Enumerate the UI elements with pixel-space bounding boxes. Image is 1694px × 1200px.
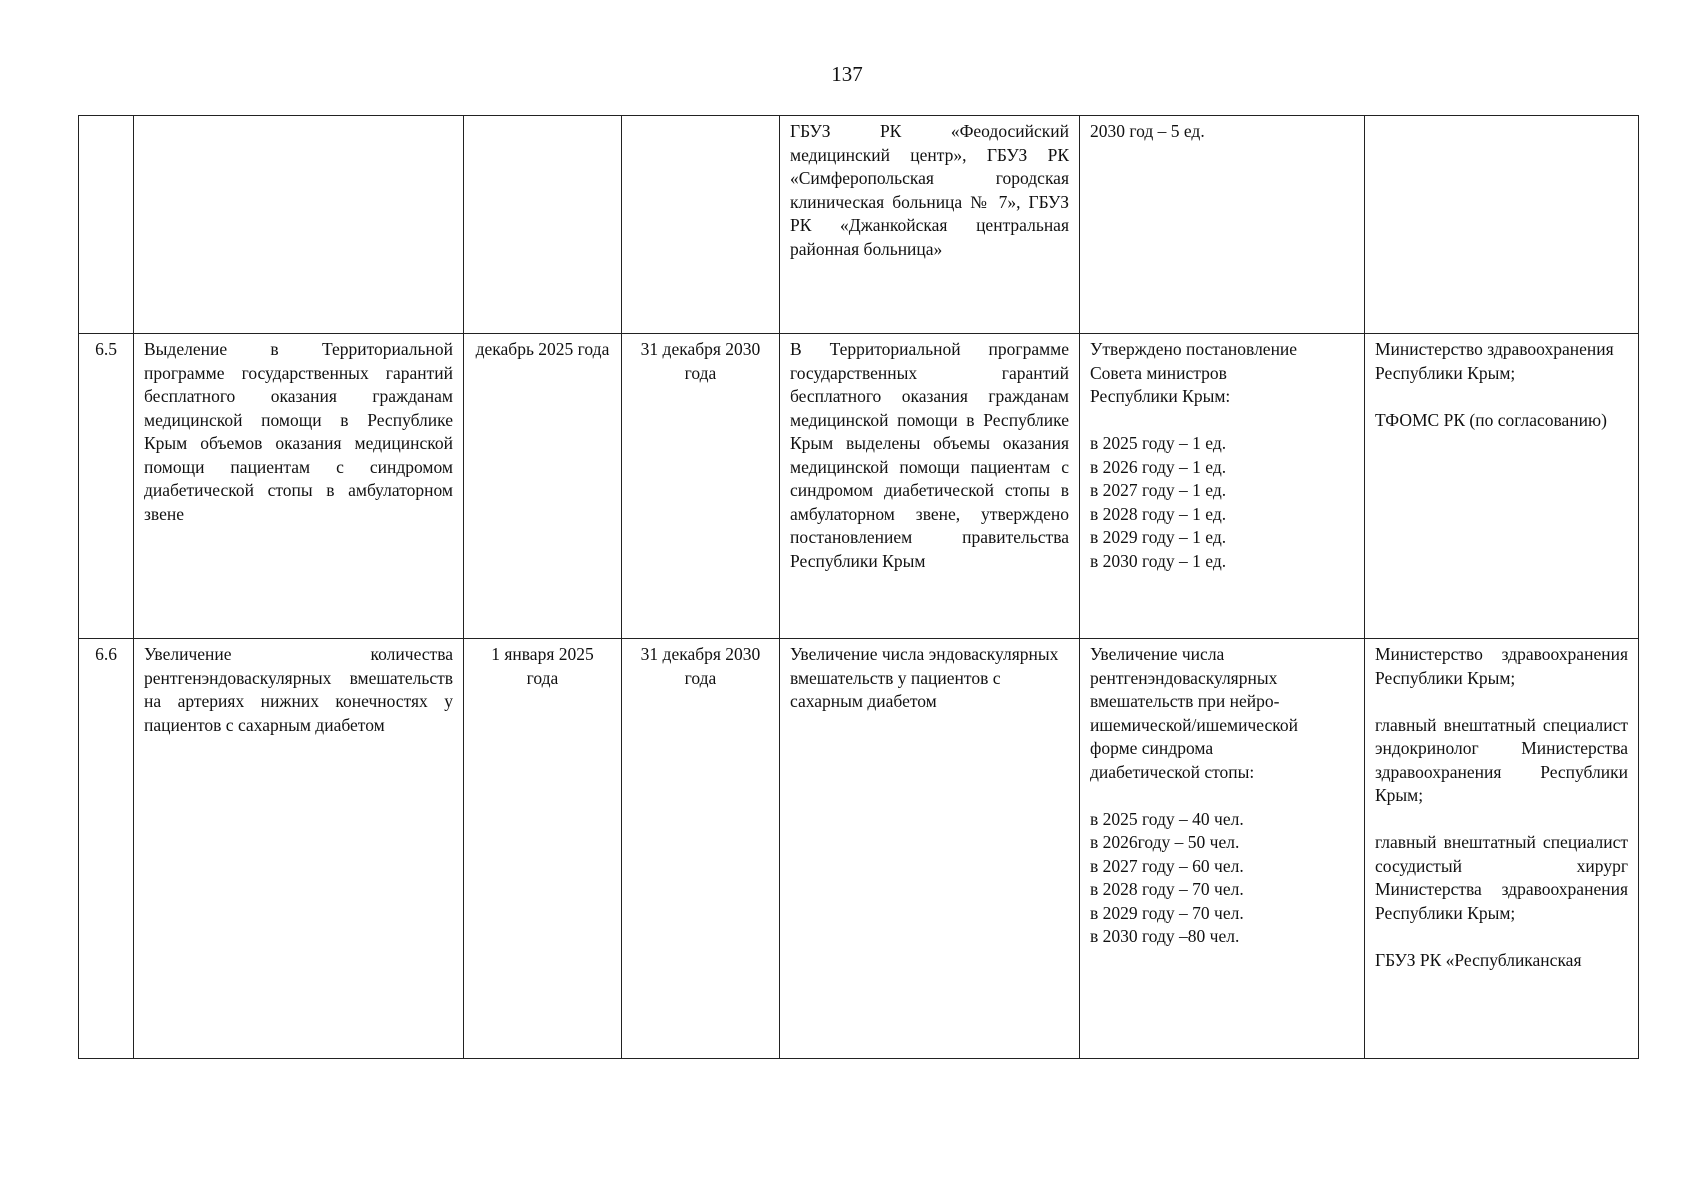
indicator-cell	[1080, 639, 1365, 1059]
indicator-line: Утверждено постановление	[1090, 339, 1298, 359]
indicator-line: в 2028 году – 1 ед.	[1090, 503, 1227, 524]
responsible-entry: главный внештатный специалист эндокринолог Министерства здравоохранения Республики Крым;	[1375, 714, 1628, 805]
indicator-line: диабетической стопы:	[1090, 761, 1255, 782]
end-date-cell: 31 декабря 2030 года	[622, 334, 780, 639]
row-number-cell: 6.5	[79, 334, 134, 639]
measure-cell: Выделение в Территориальной программе государственных гарантий бесплатного оказания гражданам медицинской помощи в Республике Крым объемов оказания медицинской помощи пациентам с синдромом диабетической стопы в амбулаторном звене	[134, 334, 464, 639]
row-number-cell	[79, 116, 134, 334]
indicator-line: форме синдрома	[1090, 738, 1214, 758]
indicator-line: Совета министров	[1090, 362, 1227, 383]
responsible-cell	[1365, 639, 1639, 1059]
indicator-line: вмешательств при нейро-	[1090, 691, 1280, 711]
responsible-entry: ТФОМС РК (по согласованию)	[1375, 409, 1607, 430]
responsible-blocks	[1375, 338, 1628, 432]
indicator-line: в 2026 году – 1 ед.	[1090, 456, 1227, 477]
indicator-line: в 2029 году – 70 чел.	[1090, 902, 1244, 923]
result-cell: Увеличение числа эндоваскулярных вмешательств у пациентов с сахарным диабетом	[780, 639, 1080, 1059]
indicator-line: Увеличение числа	[1090, 644, 1225, 664]
line-gap	[1090, 784, 1354, 808]
indicator-line: в 2027 году – 1 ед.	[1090, 480, 1227, 500]
result-cell: В Территориальной программе государственных гарантий бесплатного оказания гражданам медицинской помощи в Республике Крым выделены объемы оказания медицинской помощи пациентам с синдромом диабетической стопы в амбулаторном звене, утверждено постановлением правительства Республики Крым	[780, 334, 1080, 639]
start-date-cell: декабрь 2025 года	[464, 334, 622, 639]
indicator-line: Республики Крым:	[1090, 386, 1231, 406]
indicator-line: в 2028 году – 70 чел.	[1090, 879, 1244, 899]
indicator-line: в 2025 году – 40 чел.	[1090, 808, 1244, 829]
line-gap	[1090, 409, 1354, 433]
indicator-line: рентгенэндоваскулярных	[1090, 667, 1278, 688]
measure-cell: Увеличение количества рентгенэндоваскулярных вмешательств на артериях нижних конечностях у пациентов с сахарным диабетом	[134, 639, 464, 1059]
indicator-line: 2030 год – 5 ед.	[1090, 121, 1205, 141]
end-date-cell: 31 декабря 2030 года	[622, 639, 780, 1059]
paragraph-gap	[1375, 690, 1628, 714]
paragraph-gap	[1375, 808, 1628, 832]
indicator-line: в 2030 году –80 чел.	[1090, 926, 1240, 946]
responsible-entry: Министерство здравоохранения Республики Крым;	[1375, 339, 1614, 383]
responsible-entry: Министерство здравоохранения Республики Крым;	[1375, 644, 1628, 688]
indicator-line: в 2025 году – 1 ед.	[1090, 433, 1227, 453]
paragraph-gap	[1375, 925, 1628, 949]
end-date-cell	[622, 116, 780, 334]
table-row	[79, 639, 1639, 1059]
indicator-cell	[1080, 334, 1365, 639]
table-row	[79, 334, 1639, 639]
indicator-line: ишемической/ишемической	[1090, 714, 1298, 735]
indicator-lines	[1090, 338, 1354, 573]
measure-cell	[134, 116, 464, 334]
indicator-line: в 2029 году – 1 ед.	[1090, 527, 1227, 547]
page-number: 137	[831, 62, 863, 86]
start-date-cell	[464, 116, 622, 334]
indicator-line: в 2030 году – 1 ед.	[1090, 550, 1227, 571]
responsible-blocks	[1375, 643, 1628, 972]
responsible-cell	[1365, 334, 1639, 639]
indicator-line: в 2027 году – 60 чел.	[1090, 855, 1244, 876]
indicator-lines	[1090, 120, 1354, 144]
table-row	[79, 116, 1639, 334]
indicator-cell	[1080, 116, 1365, 334]
responsible-cell	[1365, 116, 1639, 334]
responsible-entry: ГБУЗ РК «Республиканская	[1375, 949, 1582, 970]
paragraph-gap	[1375, 385, 1628, 409]
responsible-entry: главный внештатный специалист сосудистый хирург Министерства здравоохранения Республики Крым;	[1375, 832, 1628, 923]
result-cell: ГБУЗ РК «Феодосийский медицинский центр», ГБУЗ РК «Симферопольская городская клиническая больница № 7», ГБУЗ РК «Джанкойская центральная районная больница»	[780, 116, 1080, 334]
indicator-lines	[1090, 643, 1354, 949]
indicator-line: в 2026году – 50 чел.	[1090, 832, 1240, 852]
row-number-cell: 6.6	[79, 639, 134, 1059]
plan-table	[78, 115, 1639, 1059]
start-date-cell: 1 января 2025 года	[464, 639, 622, 1059]
